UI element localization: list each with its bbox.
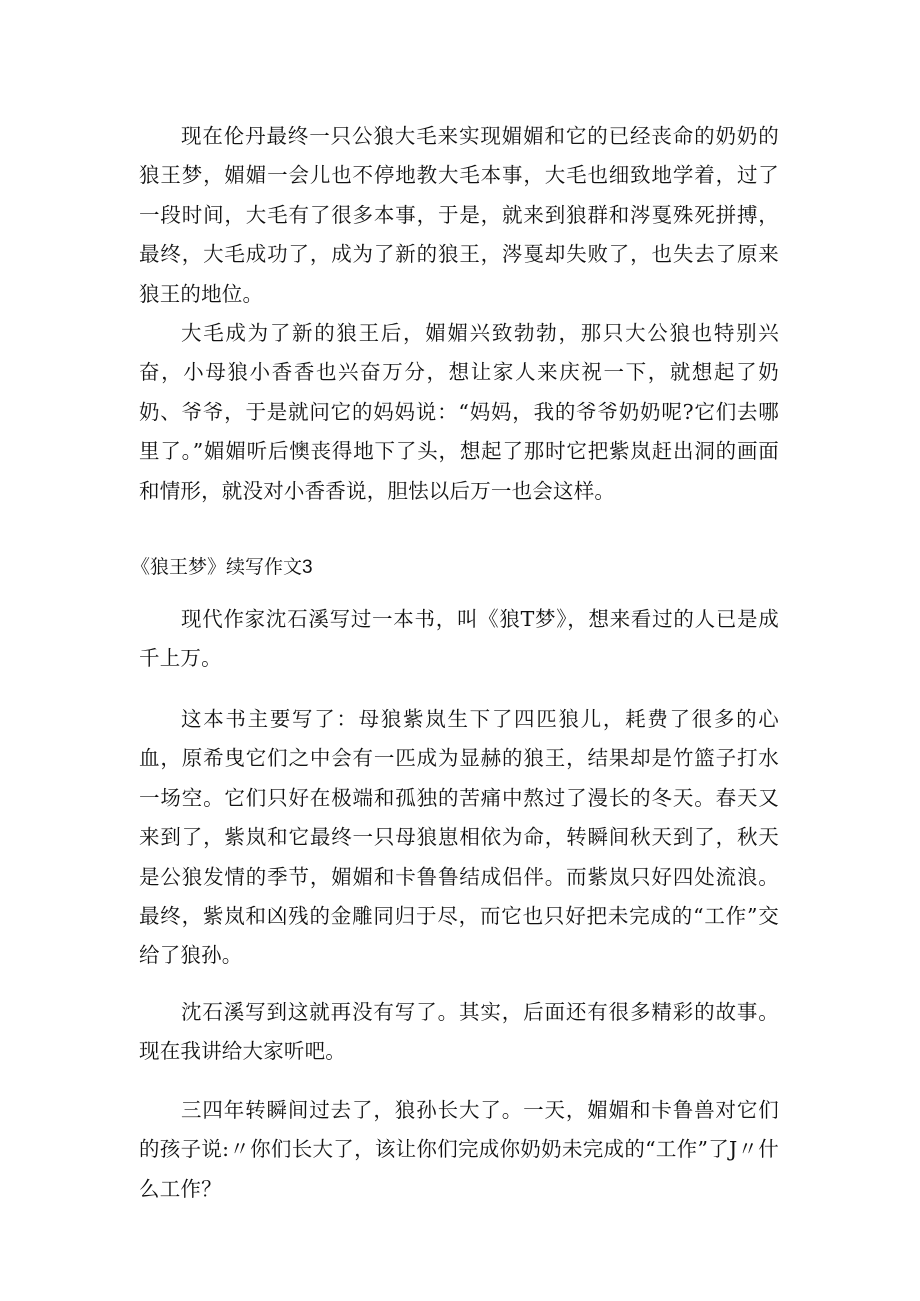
paragraph-3: 现代作家沈石溪写过一本书，叫《狼T梦》，想来看过的人已是成千上万。 [139, 607, 779, 671]
paragraph-2: 大毛成为了新的狼王后，媚媚兴致勃勃，那只大公狼也特别兴奋，小母狼小香香也兴奋万分，想让家人来庆祝一下，就想起了奶奶、爷爷，于是就问它的妈妈说：“妈妈，我的爷爷奶奶呢?它们去哪里了。”媚媚听后懊丧得地下了头，想起了那时它把紫岚赶出洞的画面和情形，就没对小香香说，胆怯以后万一也会这样。 [139, 321, 779, 503]
paragraph-6: 三四年转瞬间过去了，狼孙长大了。一天，媚媚和卡鲁兽对它们的孩子说:〃你们长大了，该让你们完成你奶奶未完成的“工作”了J〃什么工作？ [139, 1098, 779, 1201]
section-heading: 《狼王梦》续写作文3 [131, 557, 313, 578]
paragraph-1: 现在伦丹最终一只公狼大毛来实现媚媚和它的已经丧命的奶奶的狼王梦，媚媚一会儿也不停地教大毛本事，大毛也细致地学着，过了一段时间，大毛有了很多本事，于是，就来到狼群和涔戛殊死拼搏，最终，大毛成功了，成为了新的狼王，涔戛却失败了，也失去了原来狼王的地位。 [139, 124, 779, 306]
paragraph-5: 沈石溪写到这就再没有写了。其实，后面还有很多精彩的故事。现在我讲给大家听吧。 [139, 1000, 779, 1064]
paragraph-4: 这本书主要写了：母狼紫岚生下了四匹狼儿，耗费了很多的心血，原希曳它们之中会有一匹成为显赫的狼王，结果却是竹篮子打水一场空。它们只好在极端和孤独的苦痛中熬过了漫长的冬天。春天又来到了，紫岚和它最终一只母狼崽相依为命，转瞬间秋天到了，秋天是公狼发情的季节，媚媚和卡鲁鲁结成侣伴。而紫岚只好四处流浪。最终，紫岚和凶残的金雕同归于尽，而它也只好把未完成的“工作”交给了狼孙。 [139, 707, 779, 968]
